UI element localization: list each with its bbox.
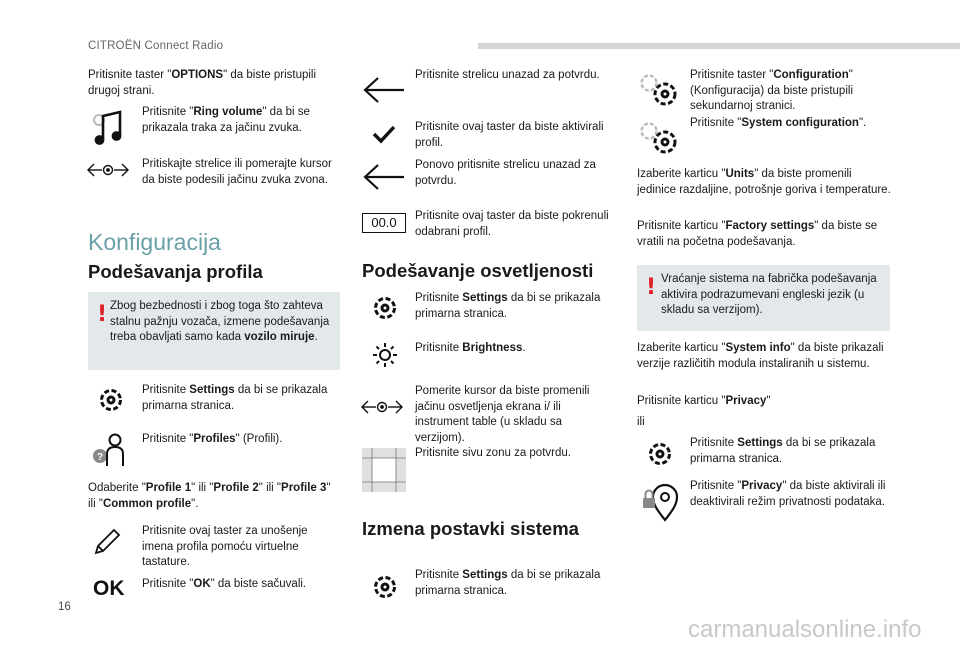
- ok-text: Pritisnite "OK" da biste sačuvali.: [142, 578, 307, 590]
- privacy-tab-text: Pritisnite karticu "Privacy": [637, 395, 771, 407]
- warning-box-factory: [637, 265, 890, 331]
- page-number: 16: [58, 601, 71, 613]
- privacy-location-lock-icon: [641, 482, 681, 522]
- warning-text: Zbog bezbednosti i zbog toga što zahteva stalnu pažnju vozača, izmene podešavanja treba obavljati samo kada vozilo miruje.: [110, 300, 330, 343]
- settings-gear-icon: [370, 572, 400, 602]
- back-arrow-icon: [362, 163, 406, 191]
- warning-box-profiles: [88, 292, 340, 370]
- configuration-text: Pritisnite taster "Configuration" (Konfiguracija) da biste pristupili sekundarnoj stranici.: [690, 69, 853, 112]
- heading-brightness: Podešavanje osvetljenosti: [362, 260, 594, 281]
- section-title-konfiguracija: Konfiguracija: [88, 229, 221, 255]
- back-arrow-text-1: Pritisnite strelicu unazad za potvrdu.: [415, 69, 600, 81]
- profile-user-icon: [88, 430, 130, 470]
- brightness-settings-text: Pritisnite Settings da bi se prikazala primarna stranica.: [415, 292, 601, 320]
- settings-gear-icon: [96, 385, 126, 415]
- arrows-text: Pritiskajte strelice ili pomerajte kursor da biste podesili jačinu zvuka zvona.: [142, 158, 332, 186]
- or-text: ili: [637, 416, 645, 428]
- profiles-text: Pritisnite "Profiles" (Profili).: [142, 433, 283, 445]
- brightness-icon: [368, 340, 402, 370]
- configuration-gears-icon: [637, 72, 681, 108]
- slider-text: Pomerite kursor da biste promenili jačinu osvetljenja ekrana i/ ili instrument table (u skladu sa verzijom).: [415, 385, 590, 444]
- grey-zone-text: Pritisnite sivu zonu za potvrdu.: [415, 447, 571, 459]
- checkmark-icon: [372, 125, 396, 143]
- system-settings-text: Pritisnite Settings da bi se prikazala primarna stranica.: [415, 569, 601, 597]
- privacy-settings-text: Pritisnite Settings da bi se prikazala primarna stranica.: [690, 437, 876, 465]
- system-info-text: Izaberite karticu "System info" da biste prikazali verzije različitih modula instaliranih u sistemu.: [637, 342, 884, 370]
- system-configuration-gears-icon: [637, 120, 681, 156]
- heading-system: Izmena postavki sistema: [362, 518, 579, 539]
- brightness-text: Pritisnite Brightness.: [415, 342, 526, 354]
- back-arrow-icon: [362, 76, 406, 104]
- units-text: Izaberite karticu "Units" da biste promenili jedinice razdaljine, potrošnje goriva i temperature.: [637, 168, 891, 196]
- grey-zone-icon: [362, 448, 406, 492]
- settings-text: Pritisnite Settings da bi se prikazala primarna stranica.: [142, 384, 328, 412]
- reset-display-icon: 00.0: [362, 213, 406, 233]
- watermark: carmanualsonline.info: [688, 616, 922, 643]
- warning-icon: !: [646, 275, 657, 300]
- back-arrow-text-2: Ponovo pritisnite strelicu unazad za potvrdu.: [415, 159, 596, 187]
- header-title: CITROËN Connect Radio: [88, 40, 224, 52]
- warning-icon: !: [97, 302, 108, 327]
- keyboard-text: Pritisnite ovaj taster za unošenje imena profila pomoću virtuelne tastature.: [142, 525, 308, 568]
- select-profile-text: Odaberite "Profile 1" ili "Profile 2" ili "Profile 3" ili "Common profile".: [88, 482, 331, 510]
- factory-settings-text: Pritisnite karticu "Factory settings" da biste se vratili na početna podešavanja.: [637, 220, 878, 248]
- check-text: Pritisnite ovaj taster da biste aktivirali profil.: [415, 121, 604, 149]
- svg-text:?: ?: [96, 452, 104, 463]
- privacy-text: Pritisnite "Privacy" da biste aktivirali ili deaktivirali režim privatnosti podataka.: [690, 480, 886, 508]
- heading-profiles: Podešavanja profila: [88, 261, 263, 282]
- system-configuration-text: Pritisnite "System configuration".: [690, 117, 867, 129]
- header-bar: [478, 43, 960, 49]
- pencil-icon: [92, 527, 122, 557]
- ok-icon: OK: [93, 577, 125, 600]
- slider-arrows-icon: [360, 397, 404, 417]
- slider-arrows-icon: [86, 160, 130, 180]
- music-note-icon: [90, 110, 126, 146]
- settings-gear-icon: [645, 439, 675, 469]
- ring-volume-text: Pritisnite "Ring volume" da bi se prikazala traka za jačinu zvuka.: [142, 106, 310, 134]
- settings-gear-icon: [370, 293, 400, 323]
- intro-text: Pritisnite taster "OPTIONS" da biste pristupili drugoj strani.: [88, 69, 317, 97]
- factory-warning-text: Vraćanje sistema na fabrička podešavanja aktivira podrazumevani engleski jezik (u skladu sa verzijom).: [661, 273, 877, 316]
- reset-text: Pritisnite ovaj taster da biste pokrenuli odabrani profil.: [415, 210, 609, 238]
